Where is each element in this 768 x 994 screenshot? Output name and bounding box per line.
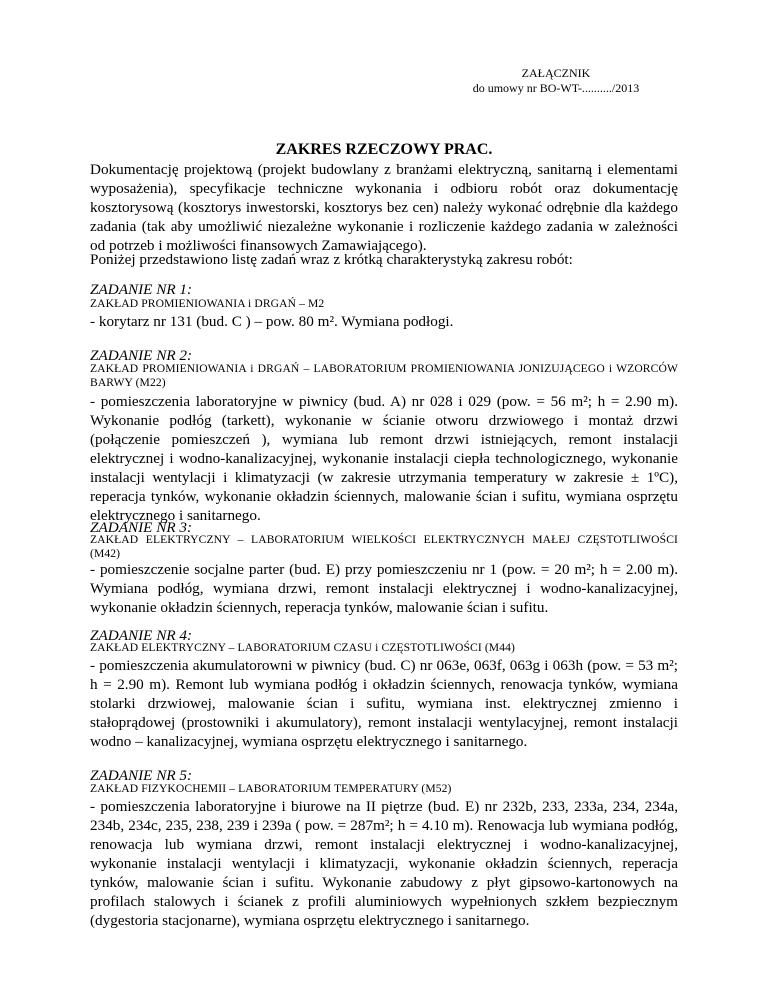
- task-5-unit: ZAKŁAD FIZYKOCHEMII – LABORATORIUM TEMPERATURY (M52): [90, 782, 452, 795]
- task-1-heading: ZADANIE NR 1:: [90, 281, 193, 298]
- task-5-heading: ZADANIE NR 5:: [90, 767, 193, 784]
- task-4-unit: ZAKŁAD ELEKTRYCZNY – LABORATORIUM CZASU i CZĘSTOTLIWOŚCI (M44): [90, 641, 515, 654]
- task-1-unit: ZAKŁAD PROMIENIOWANIA i DRGAŃ – M2: [90, 297, 325, 310]
- task-2-description: - pomieszczenia laboratoryjne w piwnicy (bud. A) nr 028 i 029 (pow. = 56 m²; h = 2.90 m). Wykonanie podłóg (tarkett), wykonanie w ścianie otworu drzwiowego i montaż drzwi (połączenie pomieszczeń ), wymiana lub remont drzwi istniejących, remont instalacji elektrycznej i wodno-kanalizacyjnej, wykonanie instalacji ciepła technologicznego, wykonanie instalacji wentylacji i klimatyzacji (w zakresie utrzymania temperatury w zakresie ± 1ºC), reperacja tynków, wykonanie okładzin ściennych, malowanie ścian i sufitu, wymiana osprzętu elektrycznego i sanitarnego.: [90, 393, 678, 524]
- page-title: ZAKRES RZECZOWY PRAC.: [275, 141, 493, 158]
- task-5-description: - pomieszczenia laboratoryjne i biurowe na II piętrze (bud. E) nr 232b, 233, 233a, 234, 234a, 234b, 234c, 235, 238, 239 i 239a ( pow. = 287m²; h = 4.10 m). Renowacja lub wymiana podłóg, renowacja lub wymiana drzwi, remont instalacji elektrycznej i wodno-kanalizacyjnej, wykonanie instalacji wentylacji i klimatyzacji, wykonanie okładzin ściennych, reperacja tynków, malowanie ścian i sufitu. Wykonanie zabudowy z płyt gipsowo-kartonowych na profilach stalowych i ścianek z profili aluminiowych wypełnionych szkłem bezpiecznym (dygestoria stacjonarne), wymiana osprzętu elektrycznego i sanitarnego.: [90, 798, 678, 929]
- task-4-description: - pomieszczenia akumulatorowni w piwnicy (bud. C) nr 063e, 063f, 063g i 063h (pow. = 53 m²; h = 2.90 m). Remont lub wymiana podłóg i okładzin ściennych, renowacja tynków, wymiana stolarki drzwiowej, malowanie ścian i sufitu, wymiana inst. elektrycznej zmienno i stałoprądowej (prostowniki i akumulatory), remont instalacji wentylacyjnej, remont instalacji wodno – kanalizacyjnej, wymiana osprzętu elektrycznego i sanitarnego.: [90, 657, 678, 750]
- task-2-unit: ZAKŁAD PROMIENIOWANIA i DRGAŃ – LABORATORIUM PROMIENIOWANIA JONIZUJĄCEGO i WZORCÓW BARWY (M22): [90, 362, 678, 389]
- task-3-unit: ZAKŁAD ELEKTRYCZNY – LABORATORIUM WIELKOŚCI ELEKTRYCZNYCH MAŁEJ CZĘSTOTLIWOŚCI (M42): [90, 533, 678, 560]
- intro-paragraph: Dokumentację projektową (projekt budowlany z branżami elektryczną, sanitarną i elementami wyposażenia), specyfikacje techniczne wykonania i odbioru robót oraz dokumentację kosztorysową (kosztorys inwestorski, kosztorys bez cen) należy wykonać odrębnie dla każdego zadania (tak aby umożliwić niezależne wykonanie i rozliczenie każdego zadania w zależności od potrzeb i możliwości finansowych Zamawiającego).: [90, 161, 678, 254]
- attachment-label: ZAŁĄCZNIK: [521, 66, 591, 80]
- contract-reference: do umowy nr BO-WT-........../2013: [472, 81, 640, 95]
- task-1-description: - korytarz nr 131 (bud. C ) – pow. 80 m². Wymiana podłogi.: [90, 313, 454, 330]
- task-3-description: - pomieszczenie socjalne parter (bud. E) przy pomieszczeniu nr 1 (pow. = 20 m²; h = 2.00 m). Wymiana podłóg, wymiana drzwi, remont instalacji elektrycznej i wodno-kanalizacyjnej, wykonanie okładzin ściennych, reperacja tynków, malowanie ścian i sufitu.: [90, 561, 678, 616]
- task-3-heading: ZADANIE NR 3:: [90, 519, 193, 536]
- task-4-heading: ZADANIE NR 4:: [90, 627, 193, 644]
- attachment-header: [456, 66, 656, 96]
- lead-paragraph: Poniżej przedstawiono listę zadań wraz z krótką charakterystyką zakresu robót:: [90, 251, 573, 268]
- task-2-heading: ZADANIE NR 2:: [90, 347, 193, 364]
